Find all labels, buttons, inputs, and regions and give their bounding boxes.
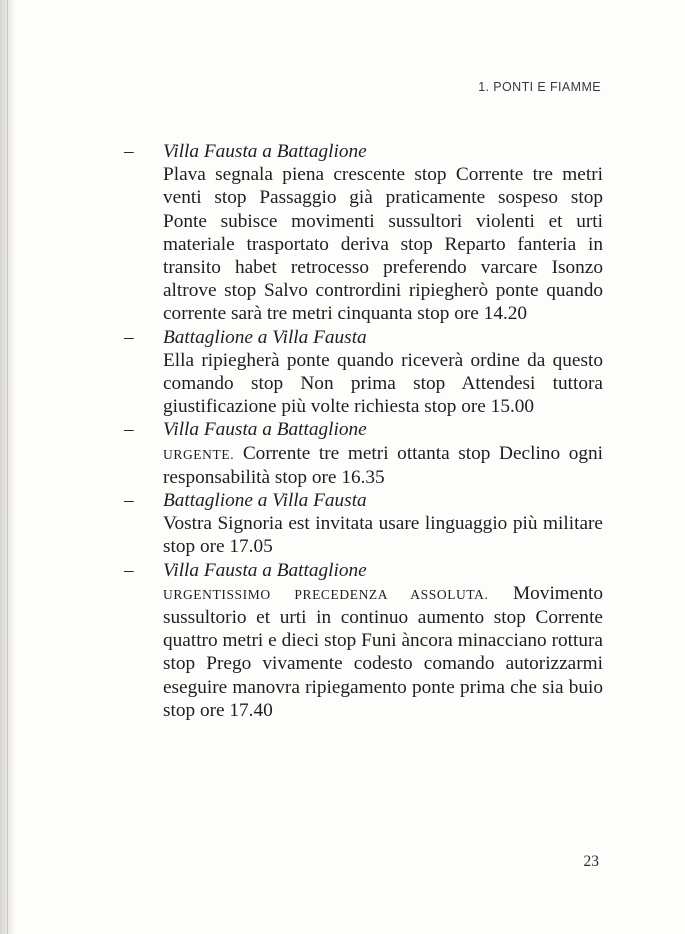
entry-dash: – xyxy=(124,559,134,581)
priority-label: URGENTE. xyxy=(163,446,235,462)
telegram-text: Ella ripiegherà ponte quando riceverà ordine da questo comando stop Non prima stop Attendesi tuttora giustificazione più volte richiesta stop ore 15.00 xyxy=(163,349,603,418)
entry-dash: – xyxy=(124,419,134,441)
telegram-entry xyxy=(124,140,603,326)
telegram-text: Corrente tre metri ottanta stop Declino ogni responsabilità stop ore 16.35 xyxy=(163,442,604,488)
page-gutter-shadow xyxy=(0,0,16,934)
telegram-entry xyxy=(124,559,603,722)
telegram-sender: Battaglione a Villa Fausta xyxy=(163,490,367,512)
entry-dash: – xyxy=(124,490,134,512)
telegram-body xyxy=(163,582,603,722)
running-head: 1. PONTI E FIAMME xyxy=(478,80,601,94)
telegram-body xyxy=(163,512,603,558)
telegram-text: Plava segnala piena crescente stop Corrente tre metri venti stop Passaggio già praticamente sospeso stop Ponte subisce movimenti sussultori violenti et urti materiale trasportato deriva stop Reparto fanteria in transito habet retrocesso preferendo varcare Isonzo altrove stop Salvo contrordini ripiegherò ponte quando corrente sarà tre metri cinquanta stop ore 14.20 xyxy=(163,164,603,325)
telegram-sender: Villa Fausta a Battaglione xyxy=(163,559,367,581)
entry-dash: – xyxy=(124,326,134,348)
telegram-exchange xyxy=(124,140,604,722)
telegram-body xyxy=(163,442,603,489)
telegram-sender: Villa Fausta a Battaglione xyxy=(163,419,367,441)
priority-label: URGENTISSIMO PRECEDENZA ASSOLUTA. xyxy=(163,586,489,602)
telegram-body xyxy=(163,163,603,325)
telegram-entry xyxy=(124,418,604,489)
telegram-text: Movimento sussultorio et urti in continuo aumento stop Corrente quattro metri e dieci stop Funi àncora minacciano rottura stop Prego vivamente codesto comando autorizzarmi eseguire manovra ripiegamento ponte prima che sia buio stop ore 17.40 xyxy=(163,582,603,721)
telegram-entry xyxy=(124,489,603,559)
entry-dash: – xyxy=(124,141,134,162)
telegram-text: Vostra Signoria est invitata usare linguaggio più militare stop ore 17.05 xyxy=(163,513,603,558)
telegram-entry xyxy=(124,326,603,419)
page-gutter-line xyxy=(7,0,8,934)
telegram-sender: Battaglione a Villa Fausta xyxy=(163,326,367,348)
telegram-body xyxy=(163,349,603,419)
page-number: 23 xyxy=(583,853,599,870)
telegram-sender: Villa Fausta a Battaglione xyxy=(163,141,367,162)
